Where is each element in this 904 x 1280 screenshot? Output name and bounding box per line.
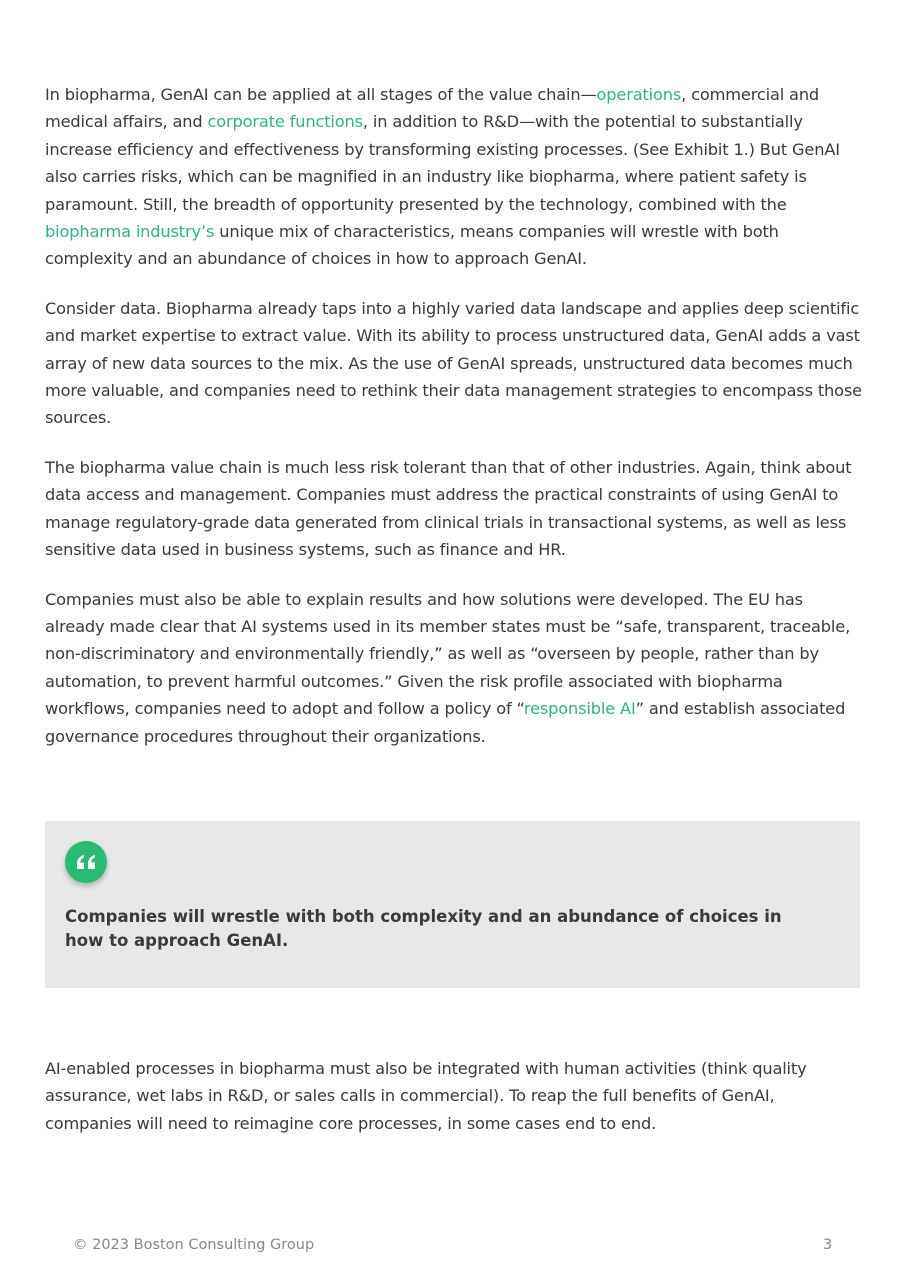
paragraph-4-text-b: ” and establish associated governance procedures throughout their organizations. <box>45 699 846 746</box>
paragraph-1-text-a: In biopharma, GenAI can be applied at all stages of the value chain— <box>45 85 597 104</box>
paragraph-4-text-a: Companies must also be able to explain results and how solutions were developed. The EU has already made clear that AI systems used in its member states must be “safe, transparent, traceable, non-discriminatory and environmentally friendly,” as well as “overseen by people, rather than by automation, to prevent harmful outcomes.” Given the risk profile associated with biopharma workflows, companies need to adopt and follow a policy of “ <box>45 589 851 719</box>
pull-quote-text: Companies will wrestle with both complexity and an abundance of choices in how to approach GenAI. <box>65 907 782 950</box>
paragraph-1-text-d: unique mix of characteristics, means companies will wrestle with both complexity and an abundance of choices in how to approach GenAI. <box>45 222 779 269</box>
paragraph-3: The biopharma value chain is much less risk tolerant than that of other industries. Again, think about data access and management. Companies must address the practical constraints of using GenAI to manage regulatory-grade data generated from clinical trials in transactional systems, as well as less sensitive data used in business systems, such as finance and HR. <box>45 457 852 560</box>
paragraph-1 <box>45 81 863 273</box>
page-number: 3 <box>823 1237 833 1253</box>
paragraph-4 <box>45 586 863 750</box>
quote-icon <box>65 841 107 883</box>
paragraph-1-text-b: , commercial and medical affairs, and <box>45 85 820 132</box>
paragraph-1-text-c: , in addition to R&D—with the potential to substantially increase efficiency and effectiveness by transforming existing processes. (See Exhibit 1.) But GenAI also carries risks, which can be magnified in an industry like biopharma, where patient safety is paramount. Still, the breadth of opportunity presented by the technology, combined with the <box>45 112 840 214</box>
footer-copyright: © 2023 Boston Consulting Group <box>73 1237 315 1253</box>
biopharma-industry-link[interactable]: biopharma industry’s <box>45 222 215 242</box>
paragraph-5: AI-enabled processes in biopharma must also be integrated with human activities (think quality assurance, wet labs in R&D, or sales calls in commercial). To reap the full benefits of GenAI, companies will need to reimagine core processes, in some cases end to end. <box>45 1059 807 1133</box>
article-body <box>45 81 863 772</box>
operations-link[interactable]: operations <box>596 85 682 104</box>
responsible-ai-link[interactable]: responsible AI <box>523 699 636 719</box>
article-body-continued <box>45 1055 863 1159</box>
pull-quote <box>45 821 860 988</box>
corporate-functions-link[interactable]: corporate functions <box>207 112 363 132</box>
paragraph-2: Consider data. Biopharma already taps into a highly varied data landscape and applies deep scientific and market expertise to extract value. With its ability to process unstructured data, GenAI adds a vast array of new data sources to the mix. As the use of GenAI spreads, unstructured data becomes much more valuable, and companies need to rethink their data management strategies to encompass those sources. <box>45 298 862 428</box>
